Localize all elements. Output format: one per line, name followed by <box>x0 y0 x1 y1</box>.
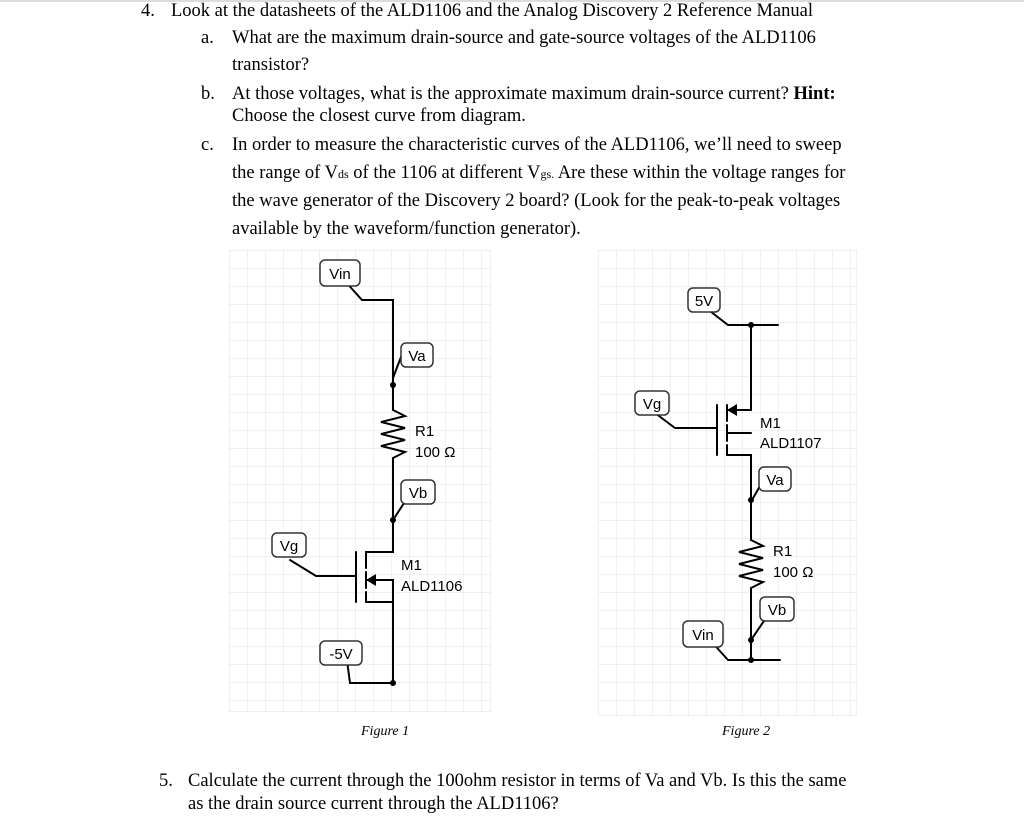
subquestion-b-text: At those voltages, what is the approximate maximum drain-source current? <box>232 84 789 104</box>
subquestion-b-line: Choose the closest curve from diagram. <box>232 106 526 126</box>
subquestion-marker: c. <box>201 135 214 155</box>
resistor-value: 100 Ω <box>773 564 814 581</box>
transistor-part: ALD1106 <box>401 578 463 595</box>
resistor-name: R1 <box>773 543 793 560</box>
label-text: Vb <box>767 602 787 619</box>
label-vb <box>401 480 435 504</box>
label-neg5v <box>320 641 362 665</box>
label-text: -5V <box>329 646 353 663</box>
subquestion-c-line <box>232 160 845 188</box>
label-text: Vg <box>279 538 299 555</box>
subquestion-a-line: What are the maximum drain-source and gate-source voltages of the ALD1106 <box>232 28 816 48</box>
label-vb <box>760 597 794 621</box>
label-va <box>759 467 791 491</box>
junction-dot <box>748 322 754 328</box>
label-text: 5V <box>694 293 714 310</box>
label-vin <box>320 260 360 286</box>
transistor-name: M1 <box>760 415 781 432</box>
label-text: Va <box>408 348 426 365</box>
subquestion-c-line: available by the waveform/function generator). <box>232 219 581 239</box>
figure-1-caption: Figure 1 <box>361 724 410 739</box>
label-vg <box>272 533 306 557</box>
label-text: Va <box>766 472 784 489</box>
label-va <box>401 343 433 367</box>
label-vin <box>683 621 723 647</box>
hint-label: Hint: <box>793 84 836 104</box>
junction-dot <box>390 680 396 686</box>
text-run: Are these within the voltage ranges for <box>554 163 846 183</box>
subquestion-a-line: transistor? <box>232 55 310 75</box>
junction-dot <box>748 637 754 643</box>
transistor-name: M1 <box>401 557 422 574</box>
subquestion-marker: b. <box>201 84 215 104</box>
label-text: Vin <box>329 266 351 283</box>
label-text: Vg <box>642 396 662 413</box>
figure-2-caption: Figure 2 <box>722 724 771 739</box>
transistor-part: ALD1107 <box>760 435 822 452</box>
figure-1-schematic <box>229 250 491 712</box>
question-line: Calculate the current through the 100ohm resistor in terms of Va and Vb. Is this the same <box>188 771 847 791</box>
label-text: Vin <box>692 627 714 644</box>
subscript: gs. <box>540 167 555 181</box>
grid-background <box>598 250 857 716</box>
resistor-value: 100 Ω <box>415 444 456 461</box>
junction-dot <box>748 657 754 663</box>
figure-2-schematic <box>598 250 857 716</box>
label-vg <box>635 391 669 415</box>
question-number: 5. <box>159 771 173 791</box>
question-number: 4. <box>141 1 155 21</box>
subquestion-marker: a. <box>201 28 214 48</box>
subscript: ds <box>338 167 349 181</box>
junction-dot <box>390 517 396 523</box>
question-line: as the drain source current through the ALD1106? <box>188 794 559 814</box>
text-run: the range of V <box>232 163 338 183</box>
question-title: Look at the datasheets of the ALD1106 and the Analog Discovery 2 Reference Manual <box>171 1 813 21</box>
resistor-name: R1 <box>415 423 435 440</box>
text-run: of the 1106 at different V <box>348 163 541 183</box>
subquestion-c-line: In order to measure the characteristic curves of the ALD1106, we’ll need to sweep <box>232 135 842 155</box>
label-5v <box>688 288 720 312</box>
junction-dot <box>390 382 396 388</box>
label-text: Vb <box>408 485 428 502</box>
junction-dot <box>748 497 754 503</box>
subquestion-c-line: the wave generator of the Discovery 2 board? (Look for the peak-to-peak voltages <box>232 191 841 211</box>
